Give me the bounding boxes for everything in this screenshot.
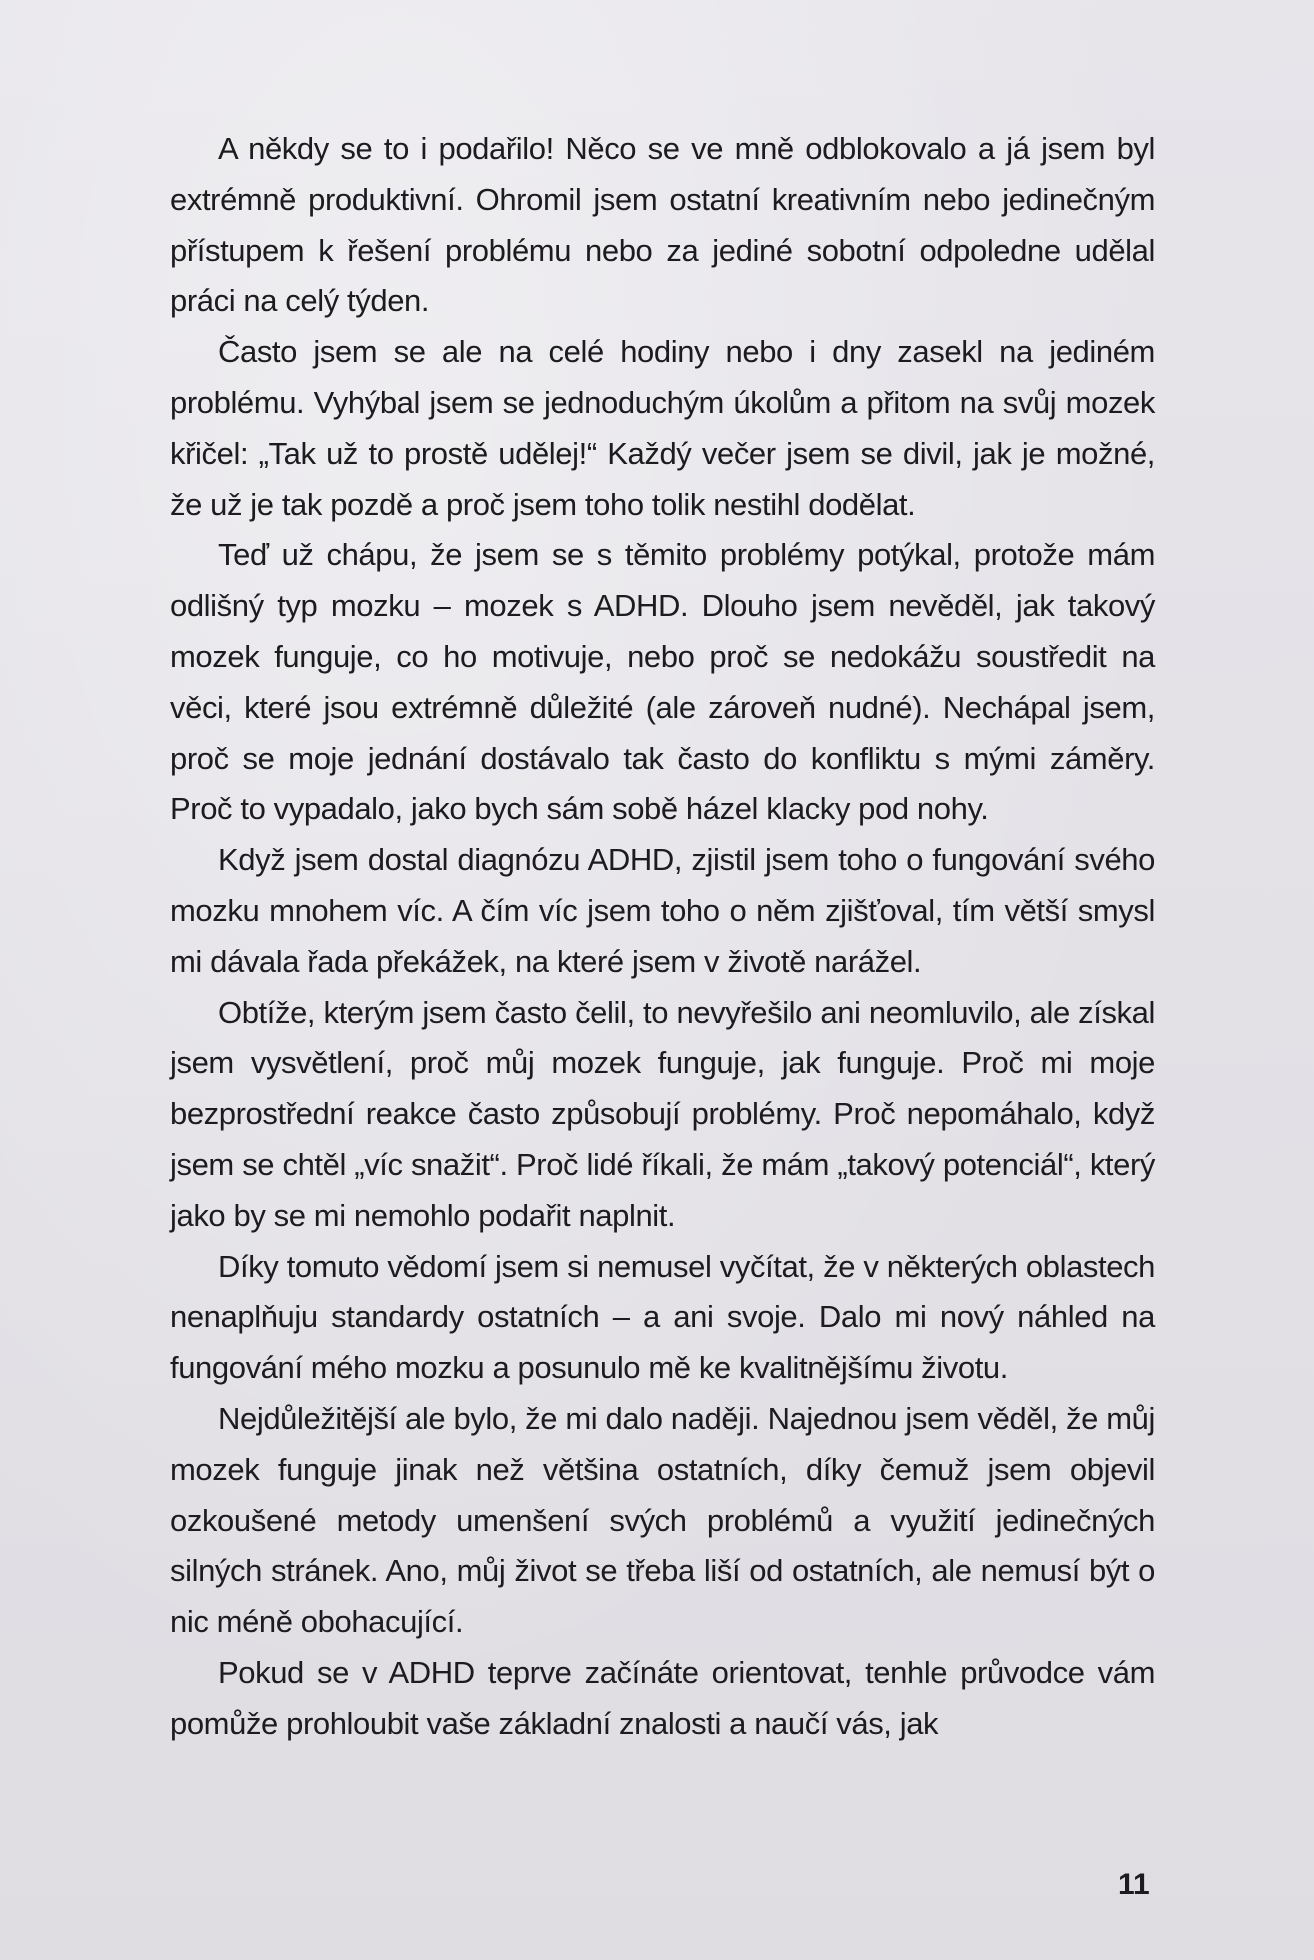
paragraph: Teď už chápu, že jsem se s těmito problémy potýkal, protože mám odlišný typ mozku – mozek s ADHD. Dlouho jsem nevěděl, jak takový mozek funguje, co ho motivuje, nebo proč se nedokážu soustředit na věci, které jsou extrémně důležité (ale zároveň nudné). Nechápal jsem, proč se moje jednání dostávalo tak často do konfliktu s mými záměry. Proč to vypadalo, jako bych sám sobě házel klacky pod nohy.: [170, 537, 1155, 827]
body-text: [170, 124, 1155, 1750]
paragraph: A někdy se to i podařilo! Něco se ve mně odblokovalo a já jsem byl extrémně produktivní. Ohromil jsem ostatní kreativním nebo jedinečným přístupem k řešení problému nebo za jediné sobotní odpoledne udělal práci na celý týden.: [170, 131, 1155, 319]
page-number: 11: [1118, 1868, 1150, 1901]
paragraph: Nejdůležitější ale bylo, že mi dalo naději. Najednou jsem věděl, že můj mozek funguje jinak než většina ostatních, díky čemuž jsem objevil ozkoušené metody umenšení svých problémů a využití jedinečných silných stránek. Ano, můj život se třeba liší od ostatních, ale nemusí být o nic méně obohacující.: [170, 1400, 1155, 1640]
paragraph: Často jsem se ale na celé hodiny nebo i dny zasekl na jediném problému. Vyhýbal jsem se jednoduchým úkolům a přitom na svůj mozek křičel: „Tak už to prostě udělej!“ Každý večer jsem se divil, jak je možné, že už je tak pozdě a proč jsem toho tolik nestihl dodělat.: [170, 334, 1155, 522]
paragraph: Když jsem dostal diagnózu ADHD, zjistil jsem toho o fungování svého mozku mnohem víc. A čím víc jsem toho o něm zjišťoval, tím větší smysl mi dávala řada překážek, na které jsem v životě narážel.: [170, 842, 1155, 979]
paragraph: Díky tomuto vědomí jsem si nemusel vyčítat, že v některých oblastech nenaplňuju standardy ostatních – a ani svoje. Dalo mi nový náhled na fungování mého mozku a posunulo mě ke kvalitnějšímu životu.: [170, 1248, 1155, 1386]
paragraph: Obtíže, kterým jsem často čelil, to nevyřešilo ani neomluvilo, ale získal jsem vysvětlení, proč můj mozek funguje, jak funguje. Proč mi moje bezprostřední reakce často způsobují problémy. Proč nepomáhalo, když jsem se chtěl „víc snažit“. Proč lidé říkali, že mám „takový potenciál“, který jako by se mi nemohlo podařit naplnit.: [170, 994, 1155, 1233]
paragraph: Pokud se v ADHD teprve začínáte orientovat, tenhle průvodce vám pomůže prohloubit vaše základní znalosti a naučí vás, jak: [170, 1654, 1155, 1741]
